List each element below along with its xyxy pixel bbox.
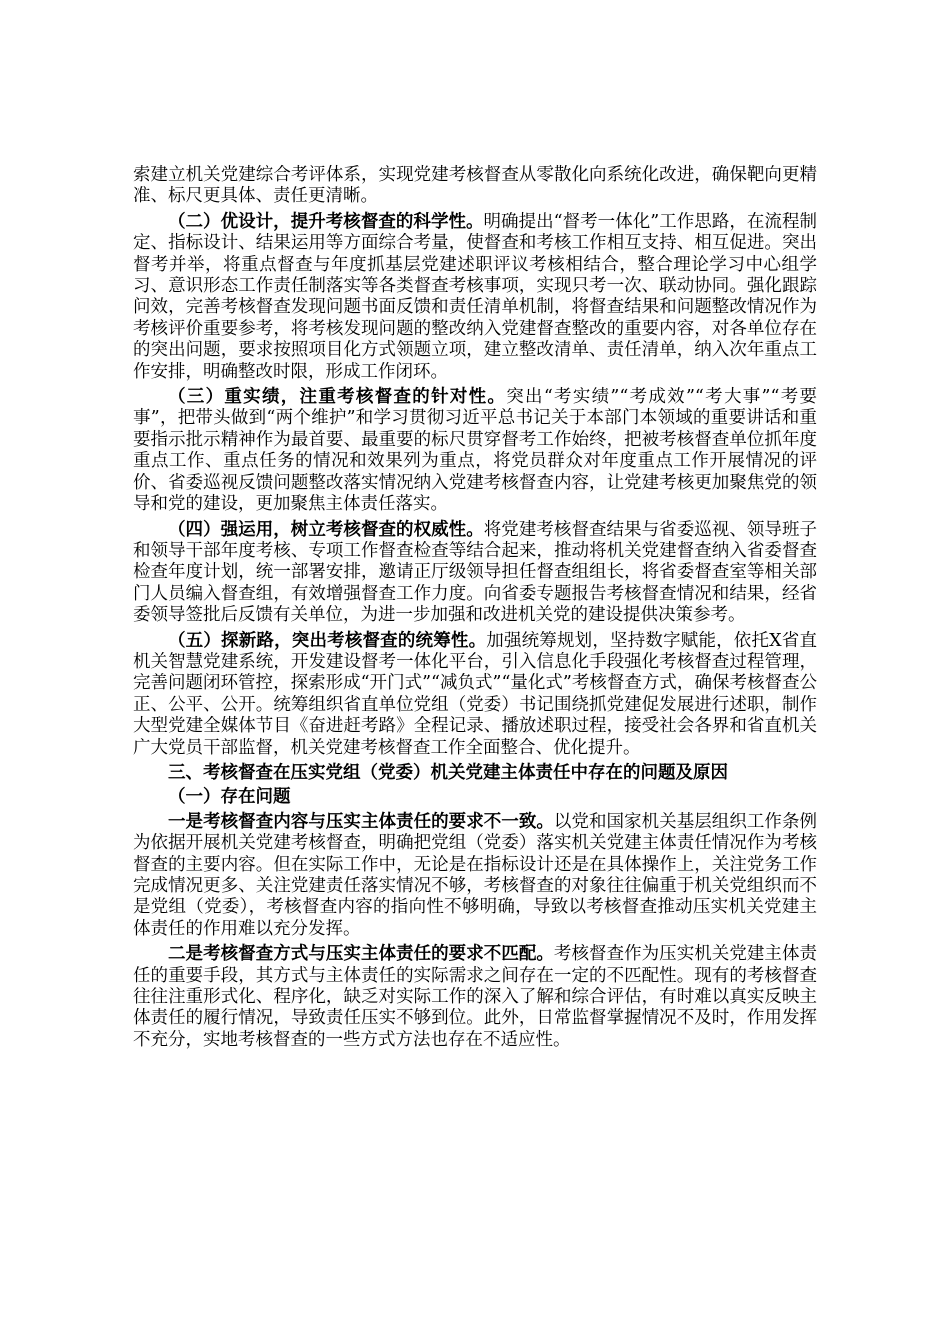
paragraph-body: 加强统筹规划，坚持数字赋能，依托X省直机关智慧党建系统，开发建设督考一体化平台，引入信息化手段强化考核督查过程管理，完善问题闭环管控，探索形成“开门式”“减负式”“量化式”考核督查方式，确保考核督查公正、公平、公开。统筹组织省直单位党组（党委）书记围绕抓党建促发展进行述职，制作大型党建全媒体节目《奋进赶考路》全程记录、播放述职过程，接受社会各界和省直机关广大党员干部监督，机关党建考核督查工作全面整合、优化提升。 [133, 630, 817, 758]
section-heading: 三、考核督查在压实党组（党委）机关党建主体责任中存在的问题及原因 [168, 762, 728, 783]
paragraph-lead: 二是考核督查方式与压实主体责任的要求不匹配。 [168, 944, 554, 965]
paragraph-lead: （三）重实绩，注重考核督查的针对性。 [168, 387, 507, 408]
paragraph-body: 考核督查作为压实机关党建主体责任的重要手段，其方式与主体责任的实际需求之间存在一定的不匹配性。现有的考核督查往往注重形式化、程序化，缺乏对实际工作的深入了解和综合评估，有时难以真实反映主体责任的履行情况，导致责任压实不够到位。此外，日常监督掌握情况不及时，作用发挥不充分，实地考核督查的一些方式方法也存在不适应性。 [133, 944, 818, 1050]
paragraph-problem-one [133, 812, 817, 940]
paragraph-optimize-design [133, 212, 817, 383]
subsection-heading: （一）存在问题 [168, 787, 291, 808]
paragraph-lead: 一是考核督查内容与压实主体责任的要求不一致。 [168, 811, 554, 832]
paragraph-problem-two [133, 944, 817, 1051]
paragraph-continuation: 索建立机关党建综合考评体系，实现党建考核督查从零散化向系统化改进，确保靶向更精准、标尺更具体、责任更清晰。 [133, 165, 817, 207]
paragraph-lead: （五）探新路，突出考核督查的统筹性。 [168, 630, 487, 651]
paragraph-body: 将党建考核督查结果与省委巡视、领导班子和领导干部年度考核、专项工作督查检查等结合起来，推动将机关党建督查纳入省委督查检查年度计划，统一部署安排，邀请正厅级领导担任督查组组长，将省委督查室等相关部门人员编入督查组，有效增强督查工作力度。向省委专题报告考核督查情况和结果，经省委领导签批后反馈有关单位，为进一步加强和改进机关党的建设提供决策参考。 [133, 519, 817, 626]
paragraph-body: 突出“考实绩”“考成效”“考大事”“考要事”，把带头做到“两个维护”和学习贯彻习近平总书记关于本部门本领域的重要讲话和重要指示批示精神作为最首要、最重要的标尺贯穿督考工作始终，把被考核督查单位抓年度重点工作、重点任务的情况和效果列为重点，将党员群众对年度重点工作开展情况的评价、省委巡视反馈问题整改落实情况纳入党建考核督查内容，让党建考核更加聚焦党的领导和党的建设，更加聚焦主体责任落实。 [133, 387, 818, 515]
document-body [133, 165, 817, 1051]
paragraph-body: 明确提出“督考一体化”工作思路，在流程制定、指标设计、结果运用等方面综合考量，使督查和考核工作相互支持、相互促进。突出督考并举，将重点督查与年度抓基层党建述职评议考核相结合，整合理论学习中心组学习、意识形态工作责任制落实等各类督查考核事项，实现只考一次、联动协同。强化跟踪问效，完善考核督查发现问题书面反馈和责任清单机制，将督查结果和问题整改情况作为考核评价重要参考，将考核发现问题的整改纳入党建督查整改的重要内容，对各单位存在的突出问题，要求按照项目化方式领题立项，建立整改清单、责任清单，纳入次年重点工作安排，明确整改时限，形成工作闭环。 [133, 211, 817, 382]
paragraph-lead: （四）强运用，树立考核督查的权威性。 [168, 519, 484, 540]
paragraph-explore-new [133, 631, 817, 759]
paragraph-lead: （二）优设计，提升考核督查的科学性。 [168, 211, 484, 232]
paragraph-strengthen-use [133, 520, 817, 627]
paragraph-body: 以党和国家机关基层组织工作条例为依据开展机关党建考核督查，明确把党组（党委）落实机关党建主体责任情况作为考核督查的主要内容。但在实际工作中，无论是在指标设计还是在具体操作上，关注党务工作完成情况更多、关注党建责任落实情况不够，考核督查的对象往往偏重于机关党组织而不是党组（党委），考核督查内容的指向性不够明确，导致以考核督查推动压实机关党建主体责任的作用难以充分发挥。 [133, 811, 818, 939]
paragraph-real-results [133, 387, 817, 515]
